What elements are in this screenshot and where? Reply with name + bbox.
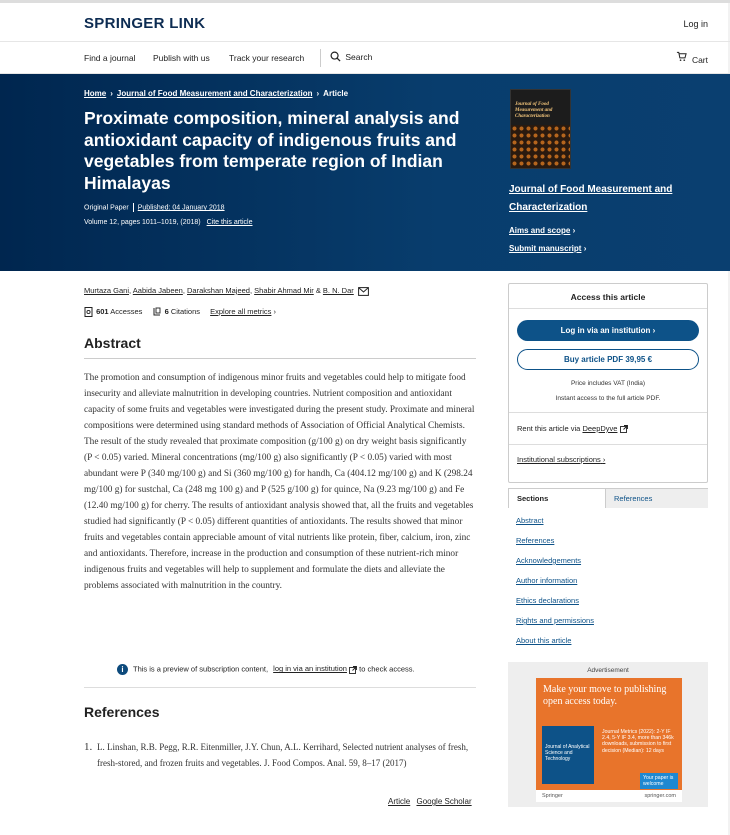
nav-find-journal[interactable]: Find a journal	[84, 53, 136, 63]
access-article-panel	[508, 283, 708, 483]
reference-article-link[interactable]: Article	[388, 797, 411, 806]
ad-springer-logo: Springer	[542, 793, 563, 799]
ad-journal-book: Journal of Analytical Science and Technology	[542, 726, 594, 784]
login-institution-label: Log in via an institution	[560, 326, 651, 335]
abstract-divider	[84, 358, 476, 359]
references-heading: References	[84, 704, 160, 720]
chevron-right-icon: ›	[652, 326, 656, 335]
nav-divider	[320, 49, 321, 67]
author-list: Murtaza Gani, Aabida Jabeen, Darakshan Majeed, Shabir Ahmad Mir & B. N. Dar	[84, 286, 369, 296]
journal-cover-title: Journal of Food Measurement and Characterization	[515, 102, 553, 119]
search-button[interactable]	[330, 51, 372, 62]
preview-notice	[117, 664, 415, 675]
article-type: Original Paper	[84, 204, 129, 212]
section-link-rights[interactable]: Rights and permissions	[516, 616, 594, 625]
ad-banner[interactable]	[536, 678, 682, 802]
abstract-heading: Abstract	[84, 335, 141, 351]
reference-google-scholar-link[interactable]: Google Scholar	[416, 797, 472, 806]
advertisement	[508, 662, 708, 807]
article-hero	[0, 74, 730, 271]
cart-icon	[676, 51, 687, 62]
search-label: Search	[345, 51, 373, 62]
section-link-abstract[interactable]: Abstract	[516, 516, 544, 525]
article-volume: Volume 12, pages 1011–1019, (2018)	[84, 219, 201, 226]
ad-headline: Make your move to publishing open access today.	[543, 684, 667, 707]
author-link[interactable]: Aabida Jabeen	[132, 286, 183, 295]
access-heading: Access this article	[570, 292, 646, 302]
top-bar	[0, 0, 730, 42]
ad-metrics: Journal Metrics (2022): 2-Y IF 2.4, 5-Y IF 3.4, more than 346k downloads, submission to first decision (Median): 12 days	[602, 729, 674, 754]
article-meta	[84, 203, 225, 212]
tab-references[interactable]: References	[605, 489, 708, 508]
published-date-link[interactable]: Published: 04 January 2018	[137, 204, 225, 212]
cart-label: Cart	[691, 54, 708, 65]
references-divider	[84, 687, 476, 688]
meta-divider	[133, 203, 134, 212]
mail-icon[interactable]	[358, 287, 369, 296]
breadcrumb-home[interactable]: Home	[84, 89, 107, 98]
breadcrumb	[84, 89, 348, 98]
section-link-about[interactable]: About this article	[516, 636, 572, 645]
reference-links	[384, 797, 472, 806]
journal-cover-art	[511, 125, 571, 169]
explore-metrics-link[interactable]: Explore all metrics	[210, 307, 272, 316]
chevron-right-icon: ›	[273, 307, 276, 316]
citations-icon	[152, 307, 162, 317]
citations-label: Citations	[170, 307, 201, 316]
section-link-references[interactable]: References	[516, 536, 555, 545]
section-link-ethics[interactable]: Ethics declarations	[516, 596, 579, 605]
sections-tabs	[508, 488, 708, 508]
preview-text-post: to check access.	[359, 664, 415, 674]
instant-access-note: Instant access to the full article PDF.	[555, 395, 661, 402]
tab-sections[interactable]: Sections	[509, 489, 605, 508]
reference-text: L. Linshan, R.B. Pegg, R.R. Eitenmiller, J.Y. Chun, A.L. Kerrihard, Selected nutrient analyses of fresh, fresh-stored, and frozen fruits and vegetables. J. Food Compos. Anal. 59, 8–17 (2017)	[97, 742, 469, 768]
institutional-subscriptions-link[interactable]	[517, 455, 605, 464]
journal-cover-image[interactable]	[510, 89, 571, 169]
submit-manuscript-label: Submit manuscript	[509, 244, 582, 253]
ad-url: springer.com	[644, 793, 676, 799]
accesses-count: 601	[96, 307, 109, 316]
article-volume-line	[84, 219, 253, 226]
author-link[interactable]: Shabir Ahmad Mir	[254, 286, 314, 295]
chevron-right-icon: ›	[572, 226, 576, 235]
cart-button[interactable]	[676, 51, 708, 65]
rent-text: Rent this article via	[517, 424, 581, 433]
vat-note: Price includes VAT (India)	[570, 380, 646, 387]
journal-name-link[interactable]: Journal of Food Measurement and Characterization	[509, 184, 673, 213]
author-link[interactable]: B. N. Dar	[322, 286, 354, 295]
aims-scope-link[interactable]	[509, 226, 575, 235]
springer-link-logo[interactable]: SPRINGER LINK	[84, 15, 206, 32]
access-divider	[509, 444, 707, 445]
section-link-acknowledgements[interactable]: Acknowledgements	[516, 556, 582, 565]
ad-label: Advertisement	[587, 667, 629, 674]
search-icon	[330, 51, 341, 62]
chevron-right-icon: ›	[110, 89, 113, 98]
rent-article	[517, 424, 628, 433]
preview-login-link[interactable]: log in via an institution	[273, 664, 347, 674]
access-divider	[509, 412, 707, 413]
accesses-icon	[84, 307, 94, 317]
login-institution-button[interactable]	[517, 320, 699, 341]
submit-manuscript-link[interactable]	[509, 244, 586, 253]
accesses-label: Accesses	[110, 307, 143, 316]
chevron-right-icon: ›	[602, 455, 606, 464]
ad-footer	[536, 790, 682, 802]
article-title: Proximate composition, mineral analysis and antioxidant capacity of indigenous fruits and vegetables from temperate region of Indian Himalayas	[84, 108, 460, 193]
institutional-subscriptions-label: Institutional subscriptions	[517, 455, 601, 464]
deepdyve-link[interactable]: DeepDyve	[582, 424, 618, 433]
external-link-icon	[620, 425, 628, 433]
ad-welcome-badge: Your paper is welcome	[640, 773, 678, 789]
author-link[interactable]: Murtaza Gani	[84, 286, 130, 295]
preview-text-pre: This is a preview of subscription content,	[133, 664, 269, 674]
breadcrumb-article: Article	[323, 89, 349, 98]
citations-count: 6	[164, 307, 169, 316]
cite-article-link[interactable]: Cite this article	[206, 219, 253, 226]
section-link-author-information[interactable]: Author information	[516, 576, 578, 585]
nav-track-research[interactable]: Track your research	[229, 53, 305, 63]
reference-number: 1.	[84, 741, 93, 753]
reference-item	[84, 739, 476, 771]
info-icon: i	[117, 664, 128, 675]
aims-scope-label: Aims and scope	[509, 226, 571, 235]
breadcrumb-journal[interactable]: Journal of Food Measurement and Characterization	[116, 89, 313, 98]
chevron-right-icon: ›	[316, 89, 320, 98]
buy-article-button[interactable]: Buy article PDF 39,95 €	[517, 349, 699, 370]
access-divider	[509, 308, 707, 309]
author-link[interactable]: Darakshan Majeed	[187, 286, 250, 295]
chevron-right-icon: ›	[583, 244, 587, 253]
login-link[interactable]: Log in	[683, 19, 708, 29]
nav-publish[interactable]: Publish with us	[153, 53, 210, 63]
main-nav	[0, 42, 730, 74]
external-link-icon	[349, 666, 357, 674]
abstract-text: The promotion and consumption of indigenous minor fruits and vegetables could help to mitigate food insecurity and alleviate malnutrition in developing countries. Nutrient composition and antioxidant capacity of some fruits and vegetables were investigated during the present study. Proximate and mineral compositions were determined using standard methods of Association of Official Analytical Chemists. The result of the study revealed that proximate composition (g/100 g) on dry weight basis significantly (P < 0.05) varied. Mineral concentrations (mg/100 g) also significantly (P < 0.05) varied with most abundant were P (340 mg/100 g) and Si (360 mg/100 g) for handh, Ca (404.12 mg/100 g) and K (298.24 mg/100 g) for sustchal, Ca (248 mg 100 g) and P (525 g/100 g) for quince, Na (9.23 mg/100 g) and Fe (12.40 mg/100 g) for cherry. The results of antioxidant analysis showed that, all the fruits and vegetables studied had significantly (P < 0.05) different quantities of antioxidants. The results showed that minor fruits and vegetables contain appreciable amount of vital nutrients like protein, fiber, calcium, iron, zinc and antioxidants. Therefore, increase in the production and consumption of these nutrient-rich minor indigenous fruits and vegetables will help to supplement and formulate the diets and alleviate the problems associated with malnutrition in the country.	[84, 373, 475, 591]
article-metrics	[84, 307, 276, 317]
